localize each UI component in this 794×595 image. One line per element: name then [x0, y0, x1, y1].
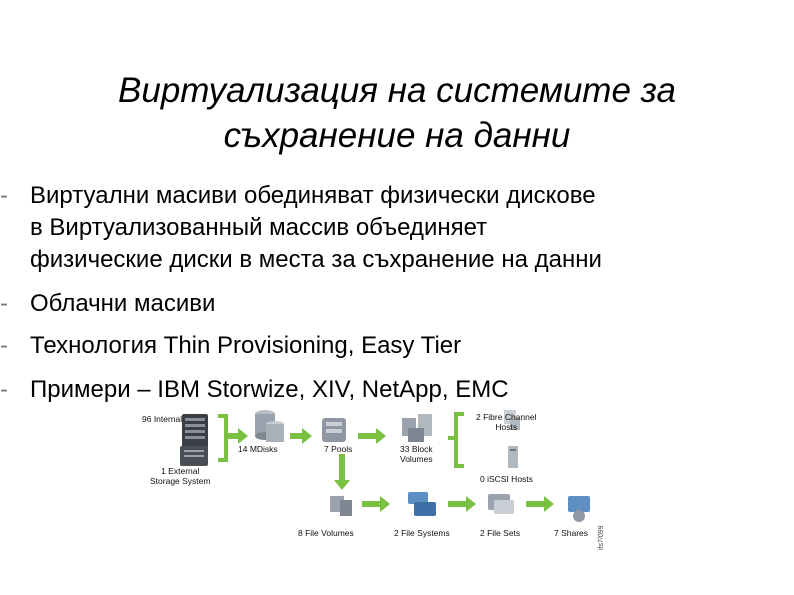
mdisks-label: 14 MDisks [238, 444, 278, 454]
file-volumes-icon [330, 496, 352, 516]
pools-label: 7 Pools [324, 444, 353, 454]
shares-label: 7 Shares [554, 528, 589, 538]
bullet-text [30, 330, 710, 362]
shares-icon [568, 496, 590, 522]
bracket-icon [218, 416, 226, 460]
bullet-line: Облачни масиви [30, 290, 216, 317]
iscsi-hosts-icon [508, 446, 518, 468]
bullet-text [30, 180, 710, 276]
bullet-line: Технология Thin Provisioning, Easy Tier [30, 332, 462, 359]
pools-icon [322, 418, 346, 442]
file-sets-icon [488, 494, 514, 514]
bullet-marker: - [0, 182, 8, 209]
bullet-line: в Виртуализованный массив объединяет [30, 214, 488, 241]
file-systems-icon [408, 492, 436, 516]
external-storage-icon [180, 446, 208, 466]
bullet-text [30, 374, 710, 406]
bullet-marker: - [0, 376, 8, 403]
mdisks-icon [255, 410, 284, 442]
block-volumes-label: 33 Block Volumes [400, 444, 433, 464]
bullet-line: Виртуални масиви обединяват физически дискове [30, 182, 596, 209]
bullet-line: Примери – IBM Storwize, XIV, NetApp, EMC [30, 376, 509, 403]
external-label: 1 External Storage System [150, 466, 211, 486]
iscsi-hosts-label: 0 iSCSI Hosts [480, 474, 533, 484]
arrow-icon [290, 428, 312, 444]
file-volumes-label: 8 File Volumes [298, 528, 354, 538]
title-line-2: съхранение на данни [223, 116, 571, 155]
bullet-marker: - [0, 290, 8, 317]
arrow-down-icon [334, 454, 350, 490]
bullet-line: физические диски в места за съхранение на данни [30, 246, 602, 273]
figure-id: ifs7/099 [598, 525, 605, 550]
bullet-marker: - [0, 332, 8, 359]
storage-virtualization-diagram [130, 404, 610, 556]
title-line-1: Виртуализация на системите за [118, 71, 676, 110]
bullet-text [30, 288, 710, 320]
arrow-icon [362, 496, 390, 512]
arrow-icon [448, 496, 476, 512]
file-sets-label: 2 File Sets [480, 528, 521, 538]
arrow-icon [228, 428, 248, 444]
file-systems-label: 2 File Systems [394, 528, 450, 538]
block-volumes-icon [402, 414, 432, 442]
arrow-icon [358, 428, 386, 444]
bracket-icon [448, 414, 464, 466]
internal-label: 96 Internal [142, 414, 183, 424]
fc-hosts-label: 2 Fibre Channel Hosts [476, 412, 537, 432]
arrow-icon [526, 496, 554, 512]
slide-title [0, 68, 794, 158]
